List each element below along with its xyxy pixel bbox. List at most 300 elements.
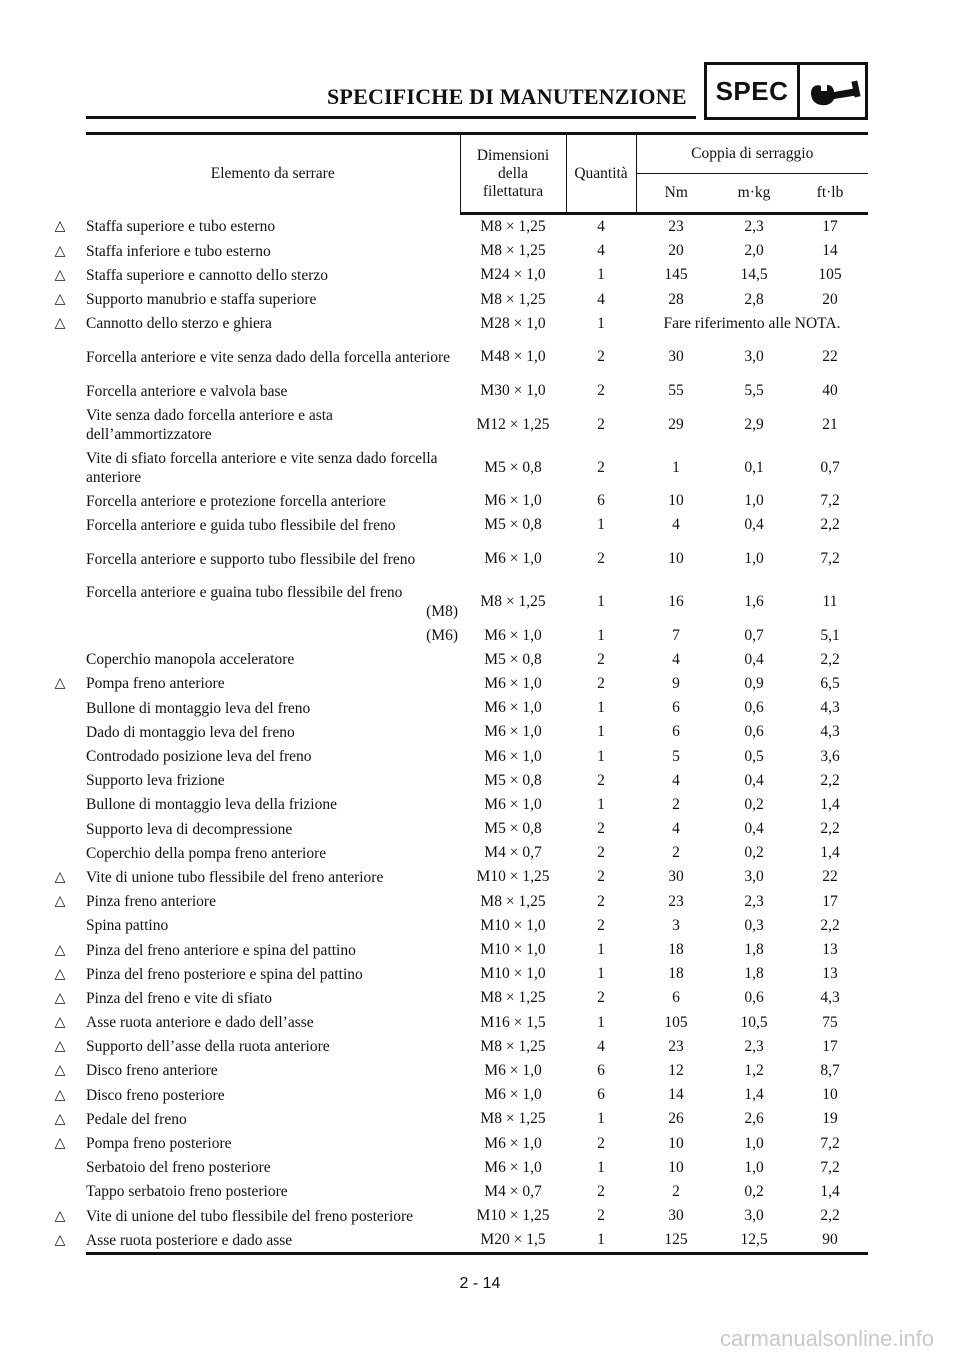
row-torque-nm: 10	[668, 1158, 684, 1176]
row-thread-dimension: M6 × 1,0	[484, 747, 542, 765]
table-row	[86, 1083, 868, 1107]
row-thread-dimension: M16 × 1,5	[480, 1013, 546, 1031]
row-torque-nm: 18	[668, 941, 684, 959]
table-row	[86, 1228, 868, 1254]
row-torque-ftlb: 0,7	[820, 458, 840, 476]
row-torque-ftlb: 3,6	[820, 747, 840, 765]
row-element-label: Coperchio manopola acceleratore	[86, 651, 295, 669]
table-row	[86, 581, 868, 624]
row-thread-dimension: M30 × 1,0	[480, 382, 546, 400]
row-mark-triangle-icon: △	[54, 1015, 66, 1031]
row-element-label: Forcella anteriore e guida tubo flessibile del freno	[86, 516, 396, 534]
row-element-label: Bullone di montaggio leva della frizione	[86, 796, 337, 814]
row-torque-nm: 55	[668, 382, 684, 400]
row-torque-mkg: 1,2	[744, 1061, 764, 1079]
row-torque-mkg: 0,3	[744, 916, 764, 934]
row-thread-dimension: M12 × 1,25	[476, 415, 550, 433]
row-torque-ftlb: 20	[822, 290, 838, 308]
row-thread-dimension: M28 × 1,0	[480, 314, 546, 332]
row-element	[54, 288, 460, 312]
table-row	[86, 403, 868, 446]
row-quantity: 1	[597, 516, 605, 534]
spec-badge	[704, 62, 868, 120]
row-torque-nm: 4	[672, 771, 680, 789]
header-ftlb: ft·lb	[792, 174, 868, 214]
row-element	[86, 793, 460, 817]
table-row	[86, 1107, 868, 1131]
row-element-label: Pedale del freno	[86, 1110, 187, 1128]
row-torque-nm: 10	[668, 492, 684, 510]
row-element-label: Supporto manubrio e staffa superiore	[86, 291, 317, 309]
row-torque-nm: 30	[668, 868, 684, 886]
row-element	[54, 865, 460, 889]
row-thread-dimension: M6 × 1,0	[484, 492, 542, 510]
row-torque-mkg: 1,8	[744, 965, 764, 983]
row-element-label: Supporto dell’asse della ruota anteriore	[86, 1038, 330, 1056]
row-torque-ftlb: 1,4	[820, 844, 840, 862]
row-quantity: 4	[597, 1037, 605, 1055]
row-element	[54, 986, 460, 1010]
row-element-label: Forcella anteriore e vite senza dado della forcella anteriore	[86, 348, 451, 366]
table-row	[86, 624, 868, 648]
row-element-label: Pinza del freno anteriore e spina del pattino	[86, 941, 356, 959]
row-torque-nm: 20	[668, 242, 684, 260]
row-torque-mkg: 3,0	[744, 1207, 764, 1225]
row-torque-mkg: 0,4	[744, 650, 764, 668]
row-element-label: Dado di montaggio leva del freno	[86, 723, 295, 741]
row-quantity: 2	[597, 1134, 605, 1152]
row-torque-nm: 2	[672, 795, 680, 813]
row-torque-mkg: 2,9	[744, 415, 764, 433]
row-quantity: 1	[597, 593, 605, 610]
row-element	[54, 1011, 460, 1035]
table-row	[86, 938, 868, 962]
row-quantity: 1	[597, 1110, 605, 1128]
page-number: 2 - 14	[459, 1275, 501, 1292]
row-element-variant: (M6)	[426, 627, 458, 645]
row-thread-dimension: M8 × 1,25	[480, 593, 546, 610]
row-torque-nm: 30	[668, 1207, 684, 1225]
row-element	[54, 890, 460, 914]
row-element	[54, 1107, 460, 1131]
row-torque-ftlb: 19	[822, 1110, 838, 1128]
row-element-label: Forcella anteriore e valvola base	[86, 382, 288, 400]
row-thread-dimension: M6 × 1,0	[484, 550, 542, 567]
row-torque-mkg: 2,3	[744, 892, 764, 910]
table-row	[86, 720, 868, 744]
row-element	[86, 1180, 460, 1204]
row-thread-dimension: M5 × 0,8	[484, 820, 542, 838]
row-thread-dimension: M10 × 1,0	[480, 965, 546, 983]
row-mark-triangle-icon: △	[54, 676, 66, 692]
row-thread-dimension: M10 × 1,25	[476, 868, 550, 886]
row-torque-nm: 1	[672, 458, 680, 476]
row-element	[54, 1059, 460, 1083]
row-element	[54, 672, 460, 696]
row-torque-ftlb: 2,2	[820, 516, 840, 534]
row-torque-nm: 125	[636, 1228, 716, 1254]
row-element-label: Serbatoio del freno posteriore	[86, 1159, 271, 1177]
row-torque-mkg: 0,1	[744, 458, 764, 476]
row-element-label: Forcella anteriore e protezione forcella anteriore	[86, 492, 386, 510]
table-row	[86, 769, 868, 793]
row-torque-mkg: 3,0	[744, 868, 764, 886]
header-quantity: Quantità	[566, 134, 636, 214]
row-mark-triangle-icon: △	[54, 966, 66, 982]
row-quantity: 2	[597, 382, 605, 400]
row-torque-mkg: 3,0	[744, 348, 764, 366]
row-torque-ftlb: 7,2	[820, 1134, 840, 1152]
row-element	[86, 513, 460, 537]
header-mkg: m·kg	[716, 174, 792, 214]
row-quantity: 2	[597, 458, 605, 476]
row-quantity: 2	[597, 820, 605, 838]
row-quantity: 2	[597, 844, 605, 862]
row-mark-triangle-icon: △	[54, 942, 66, 958]
table-row	[86, 288, 868, 312]
table-row	[86, 1204, 868, 1228]
row-element	[86, 624, 460, 648]
row-torque-nm: 23	[668, 218, 684, 236]
row-torque-ftlb: 11	[822, 593, 838, 610]
row-element-label: Disco freno posteriore	[86, 1086, 225, 1104]
row-element	[86, 696, 460, 720]
table-row	[86, 1011, 868, 1035]
row-quantity: 4	[597, 218, 605, 236]
row-quantity: 2	[597, 550, 605, 567]
table-row	[86, 263, 868, 287]
table-row	[86, 962, 868, 986]
row-torque-nm: 10	[668, 550, 684, 567]
row-element-label: Pinza del freno e vite di sfiato	[86, 989, 272, 1007]
row-torque-mkg: 2,8	[744, 290, 764, 308]
row-thread-dimension: M5 × 0,8	[484, 458, 542, 476]
row-torque-mkg: 1,4	[744, 1086, 764, 1104]
row-thread-dimension: M10 × 1,0	[480, 941, 546, 959]
row-element	[54, 239, 460, 263]
row-element-label: Pompa freno anteriore	[86, 675, 225, 693]
row-torque-nm: 26	[668, 1110, 684, 1128]
row-thread-dimension: M6 × 1,0	[484, 1086, 542, 1104]
row-quantity: 2	[597, 868, 605, 886]
row-element	[86, 336, 460, 379]
row-element	[54, 938, 460, 962]
row-torque-mkg: 1,6	[744, 593, 764, 610]
row-torque-nm: 2	[672, 844, 680, 862]
row-element-label: Supporto leva frizione	[86, 772, 225, 790]
row-torque-ftlb: 7,2	[820, 1158, 840, 1176]
row-torque-mkg: 0,6	[744, 723, 764, 741]
spec-divider	[797, 65, 800, 117]
row-torque-nm: 145	[664, 266, 688, 284]
row-element-label: Spina pattino	[86, 917, 169, 935]
row-element	[86, 403, 460, 446]
row-quantity: 1	[597, 314, 605, 332]
row-torque-mkg: 10,5	[740, 1013, 768, 1031]
row-torque-nm: 14	[668, 1086, 684, 1104]
row-thread-dimension: M8 × 1,25	[480, 290, 546, 308]
row-element-label: Asse ruota anteriore e dado dell’asse	[86, 1014, 314, 1032]
row-element-label: Staffa superiore e tubo esterno	[86, 217, 276, 235]
row-element	[54, 1204, 460, 1228]
table-row	[86, 214, 868, 240]
row-quantity: 2	[597, 916, 605, 934]
table-row	[86, 312, 868, 336]
row-quantity: 2	[597, 674, 605, 692]
row-quantity: 2	[597, 348, 605, 366]
row-mark-triangle-icon: △	[54, 894, 66, 910]
row-quantity: 1	[597, 941, 605, 959]
row-element-label: Vite di sfiato forcella anteriore e vite senza dado forcella anteriore	[86, 449, 438, 486]
row-torque-nm: 18	[668, 965, 684, 983]
row-mark-triangle-icon: △	[54, 1039, 66, 1055]
row-torque-ftlb: 5,1	[820, 626, 840, 644]
row-note: Fare riferimento alle NOTA.	[663, 314, 841, 332]
row-thread-dimension: M4 × 0,7	[484, 1182, 542, 1200]
row-thread-dimension: M8 × 1,25	[480, 1037, 546, 1055]
row-torque-nm: 5	[672, 747, 680, 765]
row-mark-triangle-icon: △	[54, 1208, 66, 1224]
row-torque-ftlb: 17	[822, 892, 838, 910]
row-torque-mkg: 0,6	[744, 699, 764, 717]
row-mark-triangle-icon: △	[54, 1136, 66, 1152]
row-element	[86, 446, 460, 489]
row-torque-mkg: 0,6	[744, 989, 764, 1007]
row-quantity: 6	[597, 492, 605, 510]
row-torque-ftlb: 13	[822, 965, 838, 983]
row-thread-dimension: M6 × 1,0	[484, 723, 542, 741]
row-element	[86, 379, 460, 403]
row-element-label: Forcella anteriore e supporto tubo flessibile del freno	[86, 550, 416, 568]
row-quantity: 1	[566, 1228, 636, 1254]
row-torque-ftlb: 4,3	[820, 699, 840, 717]
table-row	[86, 696, 868, 720]
row-torque-ftlb: 6,5	[820, 674, 840, 692]
row-torque-mkg: 0,5	[744, 747, 764, 765]
row-element-label: Disco freno anteriore	[86, 1062, 218, 1080]
row-quantity: 1	[597, 699, 605, 717]
row-quantity: 2	[597, 1207, 605, 1225]
row-quantity: 4	[597, 242, 605, 260]
row-torque-ftlb: 105	[818, 266, 842, 284]
row-torque-ftlb: 1,4	[820, 1182, 840, 1200]
row-quantity: 2	[597, 1182, 605, 1200]
row-torque-ftlb: 17	[822, 1037, 838, 1055]
row-quantity: 1	[597, 266, 605, 284]
table-row	[86, 336, 868, 379]
row-thread-dimension: M24 × 1,0	[480, 266, 546, 284]
tightening-torque-table	[54, 132, 868, 1255]
row-torque-nm: 10	[668, 1134, 684, 1152]
row-element-label: Staffa inferiore e tubo esterno	[86, 242, 271, 260]
row-element	[54, 962, 460, 986]
row-mark-triangle-icon: △	[54, 243, 66, 259]
row-torque-nm: 23	[668, 1037, 684, 1055]
table-row	[86, 841, 868, 865]
table-row	[86, 744, 868, 768]
row-element-label: Pinza freno anteriore	[86, 893, 216, 911]
row-torque-ftlb: 4,3	[820, 989, 840, 1007]
row-torque-ftlb: 90	[792, 1228, 868, 1254]
header-torque: Coppia di serraggio	[636, 134, 868, 174]
row-element-label: Asse ruota posteriore e dado asse	[86, 1231, 293, 1249]
table-row	[86, 672, 868, 696]
table-row	[86, 648, 868, 672]
row-element-label: Bullone di montaggio leva del freno	[86, 699, 311, 717]
row-torque-mkg: 1,0	[744, 1158, 764, 1176]
row-torque-mkg: 14,5	[740, 266, 768, 284]
row-thread-dimension: M6 × 1,0	[484, 626, 542, 644]
row-thread-dimension: M5 × 0,8	[484, 516, 542, 534]
watermark: carmanualsonline.info	[719, 1326, 934, 1351]
row-torque-nm: 4	[672, 516, 680, 534]
row-quantity: 1	[597, 723, 605, 741]
row-torque-ftlb: 2,2	[820, 916, 840, 934]
row-element	[86, 648, 460, 672]
table-row	[86, 489, 868, 513]
row-torque-ftlb: 14	[822, 242, 838, 260]
row-mark-triangle-icon: △	[54, 292, 66, 308]
row-quantity: 2	[597, 771, 605, 789]
row-element-label: Coperchio della pompa freno anteriore	[86, 844, 327, 862]
table-row	[86, 793, 868, 817]
row-quantity: 6	[597, 1086, 605, 1104]
row-thread-dimension: M10 × 1,25	[476, 1207, 550, 1225]
row-torque-mkg: 2,3	[744, 1037, 764, 1055]
row-element	[86, 720, 460, 744]
row-thread-dimension: M10 × 1,0	[480, 916, 546, 934]
row-thread-dimension: M5 × 0,8	[484, 771, 542, 789]
row-torque-nm: 4	[672, 820, 680, 838]
row-mark-triangle-icon: △	[54, 218, 66, 234]
table-row	[86, 1059, 868, 1083]
table-row	[86, 914, 868, 938]
row-torque-nm: 105	[664, 1013, 688, 1031]
row-thread-dimension: M48 × 1,0	[480, 348, 546, 366]
row-torque-nm: 6	[672, 989, 680, 1007]
row-thread-dimension: M6 × 1,0	[484, 795, 542, 813]
row-thread-dimension: M6 × 1,0	[484, 1134, 542, 1152]
row-torque-mkg: 2,0	[744, 242, 764, 260]
row-thread-dimension: M6 × 1,0	[484, 699, 542, 717]
row-mark-triangle-icon: △	[54, 869, 66, 885]
table-row	[86, 865, 868, 889]
table-row	[86, 538, 868, 581]
row-element-label: Cannotto dello sterzo e ghiera	[86, 315, 272, 333]
row-quantity: 6	[597, 1061, 605, 1079]
row-torque-nm: 3	[672, 916, 680, 934]
row-torque-mkg: 0,2	[744, 795, 764, 813]
row-element	[86, 489, 460, 513]
row-torque-mkg: 1,0	[744, 550, 764, 567]
table-row	[86, 986, 868, 1010]
table-row	[86, 890, 868, 914]
row-torque-nm: 30	[668, 348, 684, 366]
row-torque-mkg: 2,6	[744, 1110, 764, 1128]
row-mark-triangle-icon: △	[54, 1232, 66, 1248]
row-element-label: Vite di unione tubo flessibile del freno anteriore	[86, 868, 384, 886]
row-torque-ftlb: 8,7	[820, 1061, 840, 1079]
row-torque-ftlb: 2,2	[820, 771, 840, 789]
row-element	[54, 263, 460, 287]
row-torque-nm: 6	[672, 699, 680, 717]
row-torque-ftlb: 7,2	[820, 492, 840, 510]
spec-label: SPEC	[715, 75, 789, 106]
row-element-label: Supporto leva di decompressione	[86, 820, 293, 838]
row-quantity: 1	[597, 795, 605, 813]
row-quantity: 4	[597, 290, 605, 308]
row-torque-ftlb: 13	[822, 941, 838, 959]
row-element-label: Vite senza dado forcella anteriore e asta dell’ammortizzatore	[86, 406, 333, 443]
row-torque-nm: 6	[672, 723, 680, 741]
row-torque-ftlb: 21	[822, 415, 838, 433]
row-element-label: Tappo serbatoio freno posteriore	[86, 1183, 288, 1201]
header-thread-dimensions: Dimensioni della filettatura	[460, 134, 566, 214]
row-element	[86, 538, 460, 581]
row-thread-dimension: M6 × 1,0	[484, 674, 542, 692]
row-mark-triangle-icon: △	[54, 316, 66, 332]
row-mark-triangle-icon: △	[54, 1087, 66, 1103]
row-element	[86, 581, 460, 624]
row-quantity: 1	[597, 747, 605, 765]
row-element-label: Pompa freno posteriore	[86, 1135, 232, 1153]
row-torque-mkg: 2,3	[744, 218, 764, 236]
row-thread-dimension: M6 × 1,0	[484, 1158, 542, 1176]
table-body	[54, 214, 868, 1254]
row-thread-dimension: M8 × 1,25	[480, 218, 546, 236]
row-quantity: 1	[597, 1013, 605, 1031]
table-row	[86, 239, 868, 263]
row-element	[86, 817, 460, 841]
page-title: SPECIFICHE DI MANUTENZIONE	[327, 84, 687, 109]
row-torque-nm: 9	[672, 674, 680, 692]
row-quantity: 1	[597, 965, 605, 983]
row-torque-mkg: 1,8	[744, 941, 764, 959]
row-element	[54, 312, 460, 336]
row-torque-ftlb: 17	[822, 218, 838, 236]
row-quantity: 1	[597, 1158, 605, 1176]
row-torque-mkg: 12,5	[716, 1228, 792, 1254]
row-torque-mkg: 0,4	[744, 516, 764, 534]
header-element: Elemento da serrare	[86, 134, 460, 214]
row-torque-nm: 23	[668, 892, 684, 910]
row-torque-mkg: 5,5	[744, 382, 764, 400]
row-torque-mkg: 0,9	[744, 674, 764, 692]
row-element	[54, 1131, 460, 1155]
table-row	[86, 1180, 868, 1204]
row-thread-dimension: M8 × 1,25	[480, 1110, 546, 1128]
row-torque-ftlb: 7,2	[820, 550, 840, 567]
row-mark-triangle-icon: △	[54, 1111, 66, 1127]
row-torque-nm: 7	[672, 626, 680, 644]
table-row	[86, 379, 868, 403]
row-thread-dimension: M8 × 1,25	[480, 989, 546, 1007]
row-torque-nm: 2	[672, 1182, 680, 1200]
row-torque-ftlb: 1,4	[820, 795, 840, 813]
row-torque-ftlb: 40	[822, 382, 838, 400]
table-row	[86, 817, 868, 841]
row-torque-ftlb: 22	[822, 868, 838, 886]
row-thread-dimension: M5 × 0,8	[484, 650, 542, 668]
row-quantity: 1	[597, 626, 605, 644]
row-torque-nm: 4	[672, 650, 680, 668]
row-mark-triangle-icon: △	[54, 1063, 66, 1079]
row-torque-ftlb: 2,2	[820, 650, 840, 668]
row-thread-dimension: M4 × 0,7	[484, 844, 542, 862]
torque-wrench-icon	[807, 73, 865, 109]
row-quantity: 2	[597, 650, 605, 668]
table-row	[86, 1156, 868, 1180]
